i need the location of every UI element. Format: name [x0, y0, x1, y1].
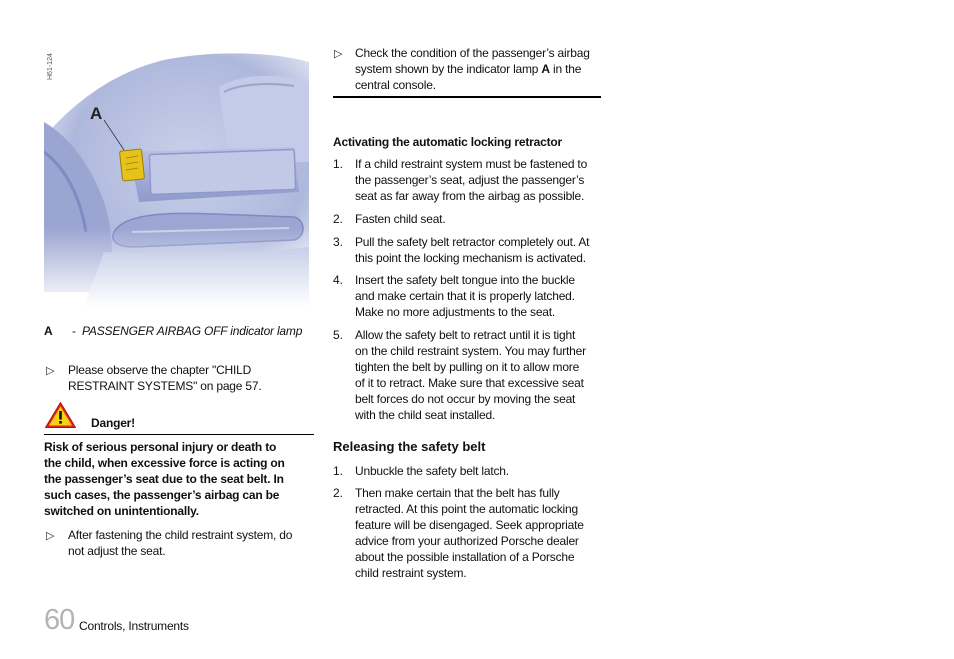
step-text: Insert the safety belt tongue into the buckle and make certain that it is properly latched. Make no more adjustments to the seat. — [355, 273, 575, 319]
seat-adjust-note: After fastening the child restraint system, do not adjust the seat. — [68, 528, 293, 558]
section-title-releasing: Releasing the safety belt — [333, 439, 486, 454]
step-text: Fasten child seat. — [355, 212, 446, 226]
step-text: Pull the safety belt retractor completely out. At this point the locking mechanism is activated. — [355, 235, 590, 265]
caption-key: A — [44, 324, 53, 338]
chapter-note: Please observe the chapter "CHILD RESTRAINT SYSTEMS" on page 57. — [68, 363, 262, 393]
step-number: 1. — [333, 464, 344, 478]
step-number: 2. — [333, 212, 344, 226]
console-illustration — [44, 42, 309, 307]
check-text-lamp-ref: A — [541, 62, 550, 76]
step-number: 5. — [333, 328, 344, 342]
check-text-post: in the central console. — [355, 62, 582, 92]
right-triangle-arrow-icon: ▷ — [334, 48, 343, 60]
danger-text: Risk of serious personal injury or death to the child, when excessive force is acting on the passenger’s seat due to the seat belt. In such cases, the passenger’s airbag can be switched on unintentionally. — [44, 440, 285, 518]
check-text-pre: Check the condition of the passenger’s airbag system shown by the indicator lamp — [355, 46, 590, 76]
section-title-activating: Activating the automatic locking retractor — [333, 135, 562, 149]
figure-label-a: A — [90, 104, 103, 123]
step-text: If a child restraint system must be fastened to the passenger’s seat, adjust the passenger’s seat as far away from the airbag as possible. — [355, 157, 588, 203]
airbag-check-note — [355, 45, 605, 93]
step-number: 2. — [333, 486, 344, 500]
section-divider — [333, 96, 601, 98]
footer-section: Controls, Instruments — [79, 619, 189, 633]
right-triangle-arrow-icon: ▷ — [46, 530, 55, 542]
warning-triangle-icon — [44, 401, 77, 429]
caption-dash: - — [72, 324, 76, 338]
figure-code: H61-124 — [47, 53, 54, 80]
step-number: 4. — [333, 273, 344, 287]
step-text: Unbuckle the safety belt latch. — [355, 464, 509, 478]
right-triangle-arrow-icon: ▷ — [46, 365, 55, 377]
step-number: 3. — [333, 235, 344, 249]
step-text: Then make certain that the belt has fully retracted. At this point the automatic locking feature will be disengaged. Seek appropriate advice from your authorized Porsche dealer about the possible installation of a Porsche child restraint system. — [355, 486, 584, 580]
danger-divider — [44, 434, 314, 435]
danger-title: Danger! — [91, 416, 135, 430]
step-number: 1. — [333, 157, 344, 171]
step-text: Allow the safety belt to retract until it is tight on the child restraint system. You may further tighten the belt by pulling on it to allow more of it to retract. Make sure that excessive seat belt forces do not occur by moving the seat with the child seat installed. — [355, 328, 586, 422]
caption-text: PASSENGER AIRBAG OFF indicator lamp — [82, 324, 303, 338]
page-number: 60 — [44, 604, 75, 636]
